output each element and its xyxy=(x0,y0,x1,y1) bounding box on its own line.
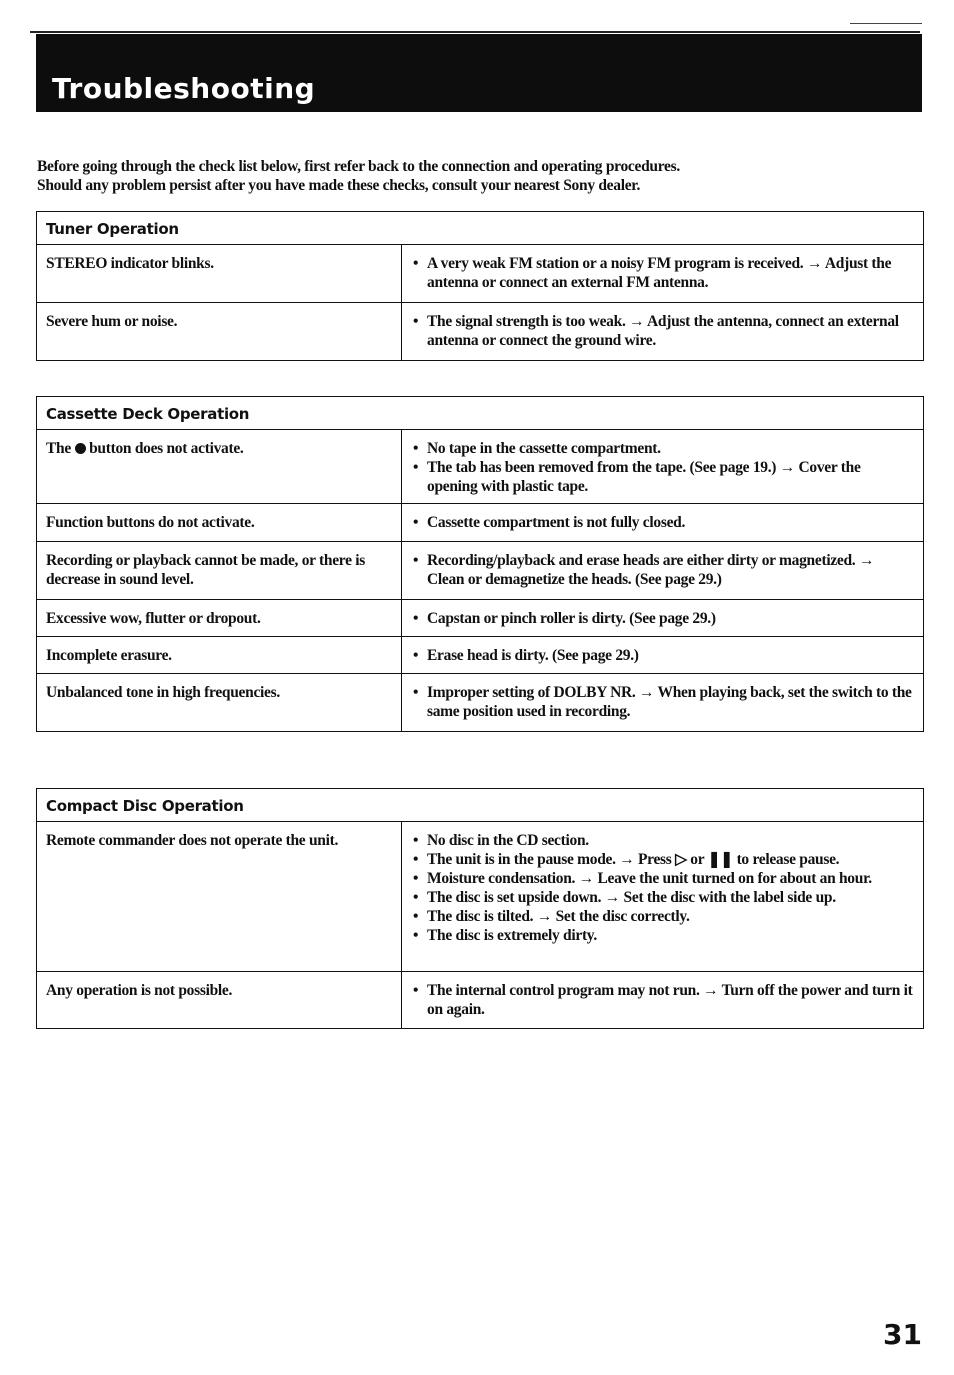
symptom-cell: Remote commander does not operate the unit. xyxy=(37,822,402,972)
intro-line: Before going through the check list below, first refer back to the connection and operating procedures. xyxy=(37,158,680,175)
symptom-cell: Severe hum or noise. xyxy=(37,303,402,361)
table-row xyxy=(37,822,924,972)
symptom-text: The xyxy=(46,440,71,457)
remedy-item: • A very weak FM station or a noisy FM program is received. → Adjust the antenna or connect an external FM antenna. xyxy=(413,254,914,292)
symptom-cell: Unbalanced tone in high frequencies. xyxy=(37,674,402,732)
remedy-cell xyxy=(402,504,924,542)
remedy-cell xyxy=(402,637,924,674)
page-title: Troubleshooting xyxy=(52,72,316,105)
tuner-table xyxy=(36,211,924,361)
symptom-cell: Function buttons do not activate. xyxy=(37,504,402,542)
top-rule xyxy=(30,31,920,33)
cassette-heading: Cassette Deck Operation xyxy=(37,397,924,430)
table-row xyxy=(37,245,924,303)
remedy-cell xyxy=(402,600,924,637)
remedy-cell xyxy=(402,972,924,1029)
symptom-cell xyxy=(37,430,402,504)
remedy-cell xyxy=(402,674,924,732)
symptom-text: button does not activate. xyxy=(89,440,244,457)
page-number: 31 xyxy=(883,1318,922,1351)
remedy-cell xyxy=(402,542,924,600)
remedy-item: • The disc is extremely dirty. xyxy=(413,926,914,945)
remedy-item: • The internal control program may not run. → Turn off the power and turn it on again. xyxy=(413,981,914,1019)
remedy-item: • Improper setting of DOLBY NR. → When playing back, set the switch to the same position used in recording. xyxy=(413,683,914,721)
remedy-item: • Cassette compartment is not fully closed. xyxy=(413,513,914,532)
remedy-cell xyxy=(402,430,924,504)
remedy-item: • No disc in the CD section. xyxy=(413,831,914,850)
remedy-item: • The disc is tilted. → Set the disc correctly. xyxy=(413,907,914,926)
symptom-cell: Recording or playback cannot be made, or there is decrease in sound level. xyxy=(37,542,402,600)
symptom-cell: Excessive wow, flutter or dropout. xyxy=(37,600,402,637)
intro-text xyxy=(37,157,917,195)
cd-table xyxy=(36,788,924,1029)
symptom-cell: Any operation is not possible. xyxy=(37,972,402,1029)
table-row xyxy=(37,674,924,732)
remedy-item: • The tab has been removed from the tape. (See page 19.) → Cover the opening with plastic tape. xyxy=(413,458,914,496)
remedy-item: • Moisture condensation. → Leave the unit turned on for about an hour. xyxy=(413,869,914,888)
table-row xyxy=(37,542,924,600)
remedy-item: • Erase head is dirty. (See page 29.) xyxy=(413,646,914,665)
top-rule-short xyxy=(850,23,922,24)
table-row xyxy=(37,504,924,542)
remedy-cell xyxy=(402,245,924,303)
table-row xyxy=(37,430,924,504)
remedy-item: • The signal strength is too weak. → Adjust the antenna, connect an external antenna or connect the ground wire. xyxy=(413,312,914,350)
table-row xyxy=(37,600,924,637)
table-row xyxy=(37,637,924,674)
remedy-cell xyxy=(402,822,924,972)
table-row xyxy=(37,303,924,361)
remedy-cell xyxy=(402,303,924,361)
record-dot-icon xyxy=(75,443,86,454)
remedy-item: • No tape in the cassette compartment. xyxy=(413,439,914,458)
remedy-item: • Capstan or pinch roller is dirty. (See page 29.) xyxy=(413,609,914,628)
intro-line: Should any problem persist after you have made these checks, consult your nearest Sony dealer. xyxy=(37,177,641,194)
symptom-cell: STEREO indicator blinks. xyxy=(37,245,402,303)
tuner-heading: Tuner Operation xyxy=(37,212,924,245)
cassette-table xyxy=(36,396,924,732)
remedy-item: • The disc is set upside down. → Set the disc with the label side up. xyxy=(413,888,914,907)
remedy-item: • The unit is in the pause mode. → Press ▷ or ❚❚ to release pause. xyxy=(413,850,914,869)
title-banner xyxy=(36,34,922,112)
symptom-cell: Incomplete erasure. xyxy=(37,637,402,674)
cd-heading: Compact Disc Operation xyxy=(37,789,924,822)
table-row xyxy=(37,972,924,1029)
remedy-item: • Recording/playback and erase heads are either dirty or magnetized. → Clean or demagnetize the heads. (See page 29.) xyxy=(413,551,914,589)
